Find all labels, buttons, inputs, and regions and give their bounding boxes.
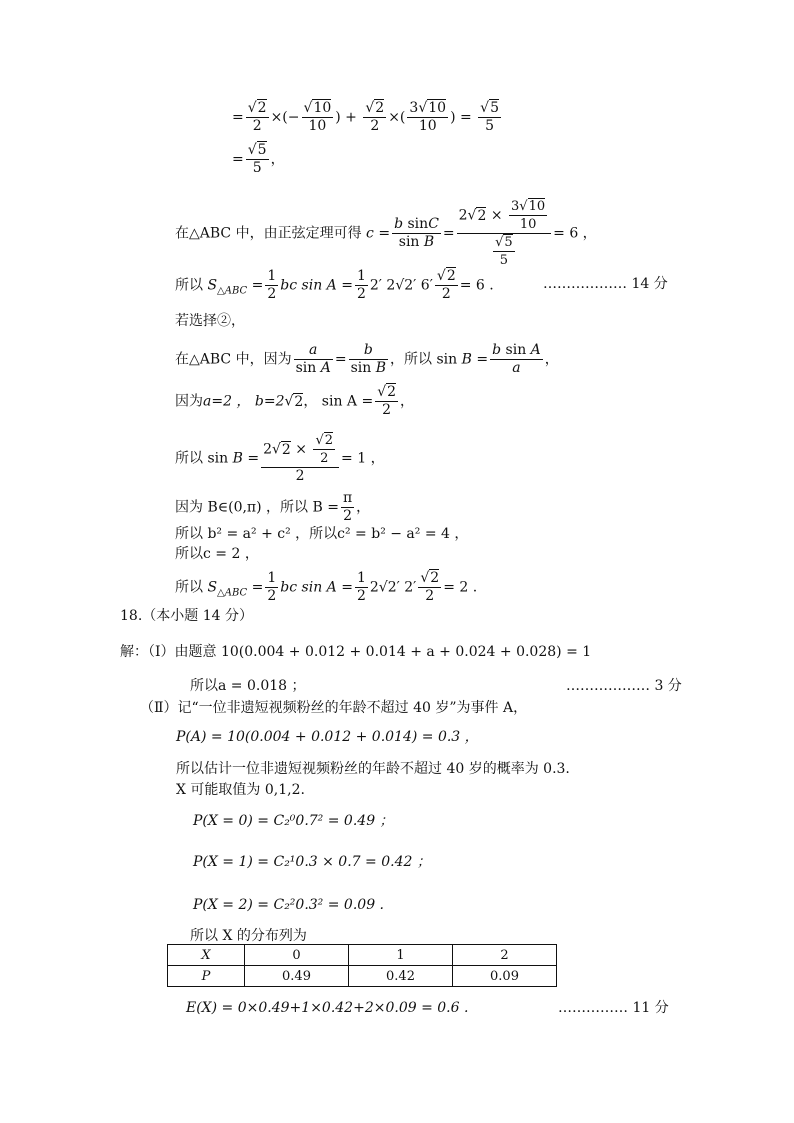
expectation: E(X) = 0×0.49+1×0.42+2×0.09 = 0.6 . [186, 1000, 469, 1016]
table-cell: 0.42 [349, 966, 453, 987]
sol-part1: 解：（Ⅰ）由题意 10(0.004 + 0.012 + 0.014 + a + 0.024 + 0.028) = 1 [120, 644, 592, 660]
eq-line-11: 所以c = 2 ， [175, 546, 259, 562]
eq-line-6: 在△ABC 中，因为 $\frac{a}{\text{sin A}}$ = $\frac{b}{\text{sin B}}$ ，所以 sin B = $\frac{\text{b sin A}}{a}$ ， [175, 342, 559, 376]
sol-x-values: X 可能取值为 0,1,2. [176, 782, 305, 798]
eq-line-2: = $\frac{√5}{5}$ ， [232, 142, 285, 176]
eq-line-1: = $\frac{√2}{2}$ ×(− $\frac{√10}{10}$ ) + $\frac{√2}{2}$ ×( $\frac{3√10}{10}$ ) = $\frac{√5}{5}$ [232, 100, 500, 134]
table-cell: 0 [245, 945, 349, 966]
points-11: …………… 11 分 [558, 1000, 669, 1016]
eq-line-8: 所以 sin B = 2√2 × $\frac{√2}{2}$ 2 = 1 ， [175, 433, 385, 484]
points-3: ……………… 3 分 [566, 678, 682, 694]
table-row [168, 945, 557, 966]
text-choose-2: 若选择②， [175, 313, 245, 329]
table-cell: P [168, 966, 245, 987]
sol-part2: （Ⅱ）记“一位非遗短视频粉丝的年龄不超过 40 岁”为事件 A， [140, 700, 528, 716]
prob-x1: P(X = 1) = C₂¹0.3 × 0.7 = 0.42 ； [193, 854, 431, 870]
table-cell: 1 [349, 945, 453, 966]
sol-estimate: 所以估计一位非遗短视频粉丝的年龄不超过 40 岁的概率为 0.3. [176, 761, 570, 777]
eq-line-7: 因为a=2 ， b=2√2， sin A = $\frac{√2}{2}$ ， [175, 384, 415, 418]
prob-x2: P(X = 2) = C₂²0.3² = 0.09 . [193, 897, 384, 913]
eq-line-10: 所以 b² = a² + c² ，所以c² = b² − a² = 4 ， [175, 526, 469, 542]
eq-line-4: 所以 $S_{\triangle ABC}$ = $\frac{1}{2}$ bc sin A = $\frac{1}{2}$ 2′ 2√2′ 6′ $\frac{√2}{2}$ = 6 . [175, 268, 494, 302]
sol-pa: P(A) = 10(0.004 + 0.012 + 0.014) = 0.3 ， [176, 729, 479, 745]
question-18-heading: 18.（本小题 14 分） [120, 608, 253, 624]
eq-line-9: 因为 B∈(0,π) ，所以 B = $\frac{\pi}{2}$ ， [175, 490, 371, 524]
sol-a-value: 所以a = 0.018 ； [190, 678, 306, 694]
points-14: ……………… 14 分 [543, 276, 668, 292]
sol-dist-intro: 所以 X 的分布列为 [190, 928, 307, 944]
table-cell: 0.09 [453, 966, 557, 987]
table-cell: 2 [453, 945, 557, 966]
eq-line-3: 在△ABC 中，由正弦定理可得 c = $\frac{\text{b sinC}}{\text{sin B}}$ = 2√2 × $\frac{3√10}{10}$ $\frac{√5}{5}$ = 6 ， [175, 199, 597, 268]
table-cell: 0.49 [245, 966, 349, 987]
prob-x0: P(X = 0) = C₂⁰0.7² = 0.49 ； [193, 813, 394, 829]
table-cell: X [168, 945, 245, 966]
eq-line-12: 所以 $S_{\triangle ABC}$ = $\frac{1}{2}$ bc sin A = $\frac{1}{2}$ 2√2′ 2′ $\frac{√2}{2}$ = 2 . [175, 570, 478, 604]
distribution-table [167, 944, 557, 987]
table-row [168, 966, 557, 987]
